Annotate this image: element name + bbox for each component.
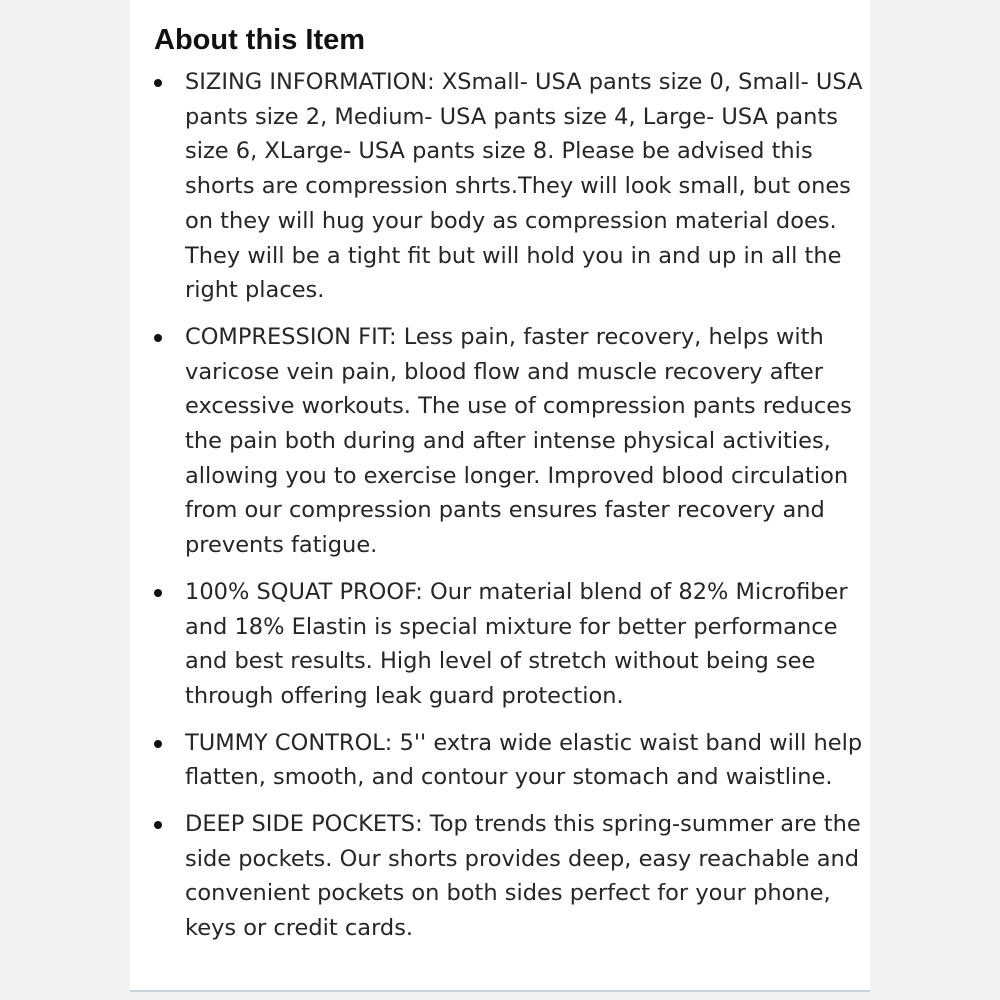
bullet-dot-icon (154, 589, 162, 597)
feature-bullet-list (154, 65, 870, 958)
feature-bullet-side-pockets (154, 807, 870, 946)
feature-bullet-squat-proof (154, 575, 870, 714)
feature-bullet-tummy-control (154, 726, 870, 795)
bullet-dot-icon (154, 79, 162, 87)
bullet-dot-icon (154, 334, 162, 342)
about-item-card (130, 0, 870, 992)
feature-bullet-compression (154, 320, 870, 563)
section-title: About this Item (154, 24, 366, 56)
feature-bullet-text: DEEP SIDE POCKETS: Top trends this spring-summer are the side pockets. Our shorts provides deep, easy reachable and convenient pockets on both sides perfect for your phone, keys or credit cards. (185, 811, 861, 942)
bullet-dot-icon (154, 740, 162, 748)
bullet-dot-icon (154, 821, 162, 829)
feature-bullet-text: TUMMY CONTROL: 5'' extra wide elastic waist band will help flatten, smooth, and contour your stomach and waistline. (185, 729, 863, 791)
feature-bullet-text: COMPRESSION FIT: Less pain, faster recovery, helps with varicose vein pain, blood flow and muscle recovery after excessive workouts. The use of compression pants reduces the pain both during and after intense physical activities, allowing you to exercise longer. Improved blood circulation from our compression pants ensures faster recovery and prevents fatigue. (185, 323, 852, 559)
feature-bullet-text: SIZING INFORMATION: XSmall- USA pants size 0, Small- USA pants size 2, Medium- USA pants size 4, Large- USA pants size 6, XLarge- USA pants size 8. Please be advised this shorts are compression shrts.They will look small, but ones on they will hug your body as compression material does. They will be a tight fit but will hold you in and up in all the right places. (185, 69, 863, 304)
feature-bullet-text: 100% SQUAT PROOF: Our material blend of 82% Microfiber and 18% Elastin is special mixture for better performance and best results. High level of stretch without being see through offering leak guard protection. (185, 578, 848, 709)
feature-bullet-sizing (154, 65, 870, 308)
